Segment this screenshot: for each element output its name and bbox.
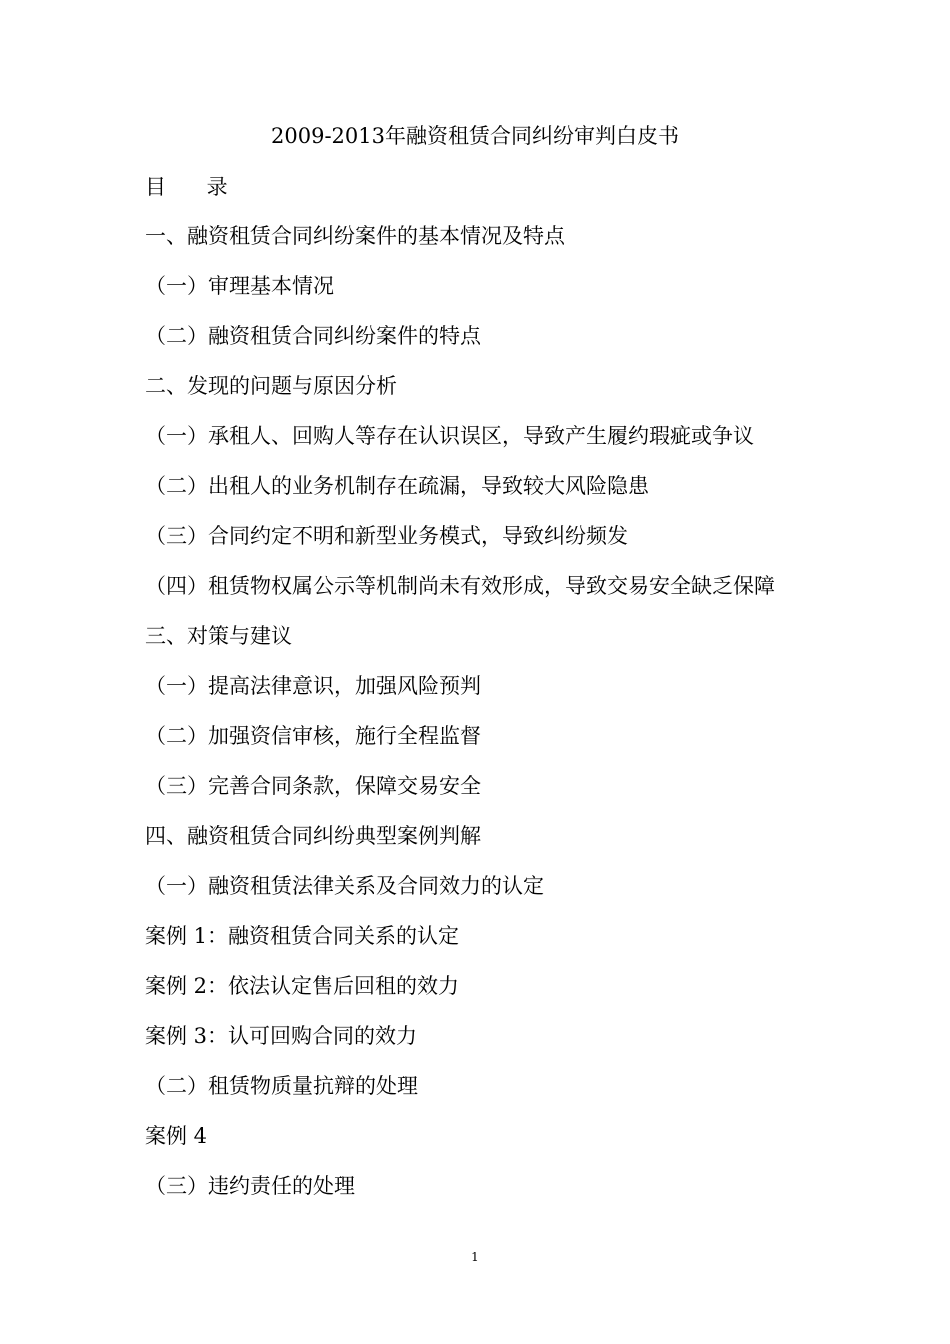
toc-entry: 案例 2：依法认定售后回租的效力 xyxy=(145,974,460,998)
toc-entry: 案例 3：认可回购合同的效力 xyxy=(145,1024,418,1048)
toc-entry: （一）承租人、回购人等存在认识误区，导致产生履约瑕疵或争议 xyxy=(145,424,754,448)
toc-entry: 一、融资租赁合同纠纷案件的基本情况及特点 xyxy=(145,224,565,248)
toc-entry: 案例 4 xyxy=(145,1124,208,1148)
toc-entry: 二、发现的问题与原因分析 xyxy=(145,374,397,398)
toc-heading: 目 录 xyxy=(145,175,245,199)
toc-entry: （二）加强资信审核，施行全程监督 xyxy=(145,724,481,748)
toc-entry: （二）出租人的业务机制存在疏漏，导致较大风险隐患 xyxy=(145,474,649,498)
toc-entry: （一）融资租赁法律关系及合同效力的认定 xyxy=(145,874,544,898)
table-of-contents xyxy=(145,221,845,1221)
document-title: 2009-2013年融资租赁合同纠纷审判白皮书 xyxy=(271,124,679,148)
toc-entry: （一）审理基本情况 xyxy=(145,274,334,298)
toc-entry: （三）合同约定不明和新型业务模式，导致纠纷频发 xyxy=(145,524,628,548)
toc-entry: （三）违约责任的处理 xyxy=(145,1174,355,1198)
toc-entry: 三、对策与建议 xyxy=(145,624,292,648)
toc-entry: （三）完善合同条款，保障交易安全 xyxy=(145,774,481,798)
toc-entry: （二）租赁物质量抗辩的处理 xyxy=(145,1074,418,1098)
page-number: 1 xyxy=(471,1250,479,1264)
toc-entry: 四、融资租赁合同纠纷典型案例判解 xyxy=(145,824,481,848)
toc-entry: （二）融资租赁合同纠纷案件的特点 xyxy=(145,324,481,348)
toc-entry: （一）提高法律意识，加强风险预判 xyxy=(145,674,481,698)
toc-entry: 案例 1：融资租赁合同关系的认定 xyxy=(145,924,460,948)
toc-entry: （四）租赁物权属公示等机制尚未有效形成，导致交易安全缺乏保障 xyxy=(145,574,775,598)
